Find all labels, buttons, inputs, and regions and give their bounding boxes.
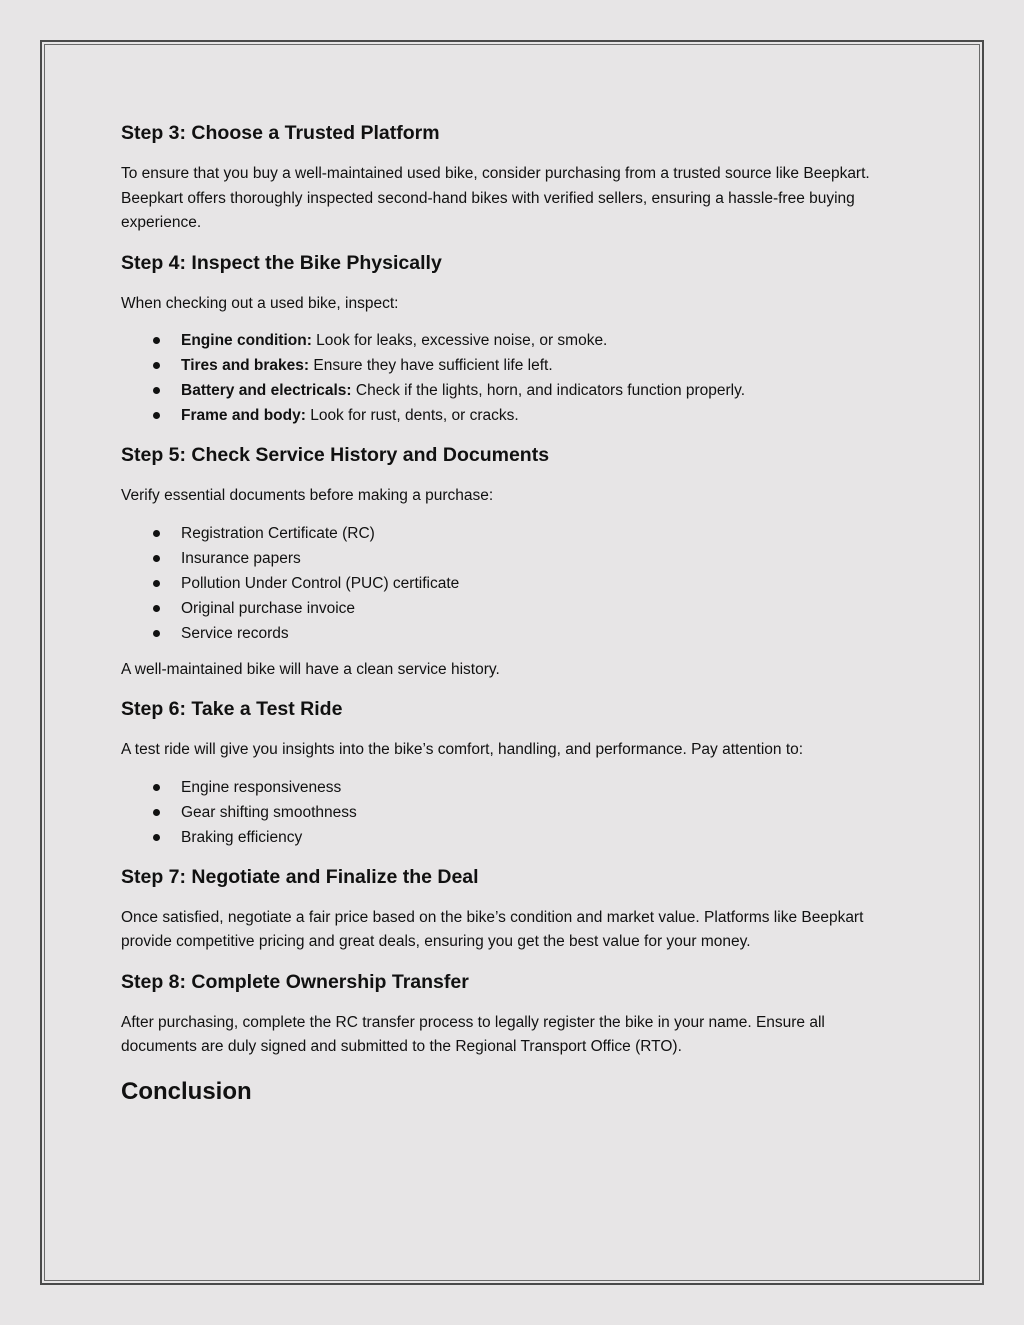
list-item-text: Look for leaks, excessive noise, or smoke. bbox=[311, 332, 608, 349]
list-item-label: Engine condition: bbox=[181, 332, 312, 349]
list-item-text: Check if the lights, horn, and indicators function properly. bbox=[351, 382, 746, 399]
section-step-5 bbox=[121, 440, 901, 682]
list-item: Registration Certificate (RC) bbox=[121, 521, 901, 546]
list-item bbox=[121, 353, 901, 378]
section-heading: Step 5: Check Service History and Documents bbox=[121, 444, 550, 466]
list-item-text: Ensure they have sufficient life left. bbox=[309, 357, 553, 374]
list-item bbox=[121, 378, 901, 403]
section-paragraph: Verify essential documents before making a purchase: bbox=[121, 487, 494, 504]
section-paragraph: Once satisfied, negotiate a fair price based on the bike’s condition and market value. Platforms like Beepkart provide competitive pricing and great deals, ensuring you get the best value for your money. bbox=[121, 908, 864, 950]
list-item-label: Frame and body: bbox=[181, 407, 306, 424]
list-item: Gear shifting smoothness bbox=[121, 800, 901, 825]
section-paragraph: To ensure that you buy a well-maintained used bike, consider purchasing from a trusted source like Beepkart. Beepkart offers thoroughly inspected second-hand bikes with verified sellers, ensuring a hassle-free buying experience. bbox=[121, 165, 870, 231]
list-item bbox=[121, 328, 901, 353]
section-heading: Step 7: Negotiate and Finalize the Deal bbox=[121, 865, 479, 888]
section-step-3 bbox=[121, 118, 901, 236]
inspection-list bbox=[121, 328, 901, 428]
list-item bbox=[121, 403, 901, 428]
section-paragraph: A test ride will give you insights into the bike’s comfort, handling, and performance. Pay attention to: bbox=[121, 741, 804, 758]
documents-list bbox=[121, 521, 901, 646]
section-heading: Step 3: Choose a Trusted Platform bbox=[121, 122, 440, 144]
section-step-7 bbox=[121, 862, 901, 955]
list-item: Original purchase invoice bbox=[121, 596, 901, 621]
list-item: Braking efficiency bbox=[121, 825, 901, 850]
section-step-4 bbox=[121, 248, 901, 429]
list-item: Engine responsiveness bbox=[121, 775, 901, 800]
list-item-text: Look for rust, dents, or cracks. bbox=[305, 407, 519, 424]
document-content bbox=[121, 118, 901, 1110]
section-step-8 bbox=[121, 967, 901, 1060]
section-paragraph: When checking out a used bike, inspect: bbox=[121, 294, 399, 312]
section-heading: Step 6: Take a Test Ride bbox=[121, 698, 343, 720]
test-ride-list bbox=[121, 775, 901, 850]
list-item-label: Tires and brakes: bbox=[181, 357, 310, 374]
list-item: Insurance papers bbox=[121, 546, 901, 571]
list-item-label: Battery and electricals: bbox=[181, 382, 352, 399]
section-after-paragraph: A well-maintained bike will have a clean service history. bbox=[121, 660, 500, 678]
section-heading: Step 8: Complete Ownership Transfer bbox=[121, 970, 469, 993]
section-heading: Step 4: Inspect the Bike Physically bbox=[121, 251, 442, 274]
section-paragraph: After purchasing, complete the RC transfer process to legally register the bike in your name. Ensure all documents are duly signed and submitted to the Regional Transport Office (RTO). bbox=[121, 1013, 825, 1055]
section-step-6 bbox=[121, 694, 901, 850]
list-item: Pollution Under Control (PUC) certificate bbox=[121, 571, 901, 596]
list-item: Service records bbox=[121, 621, 901, 646]
conclusion-heading: Conclusion bbox=[121, 1077, 252, 1105]
